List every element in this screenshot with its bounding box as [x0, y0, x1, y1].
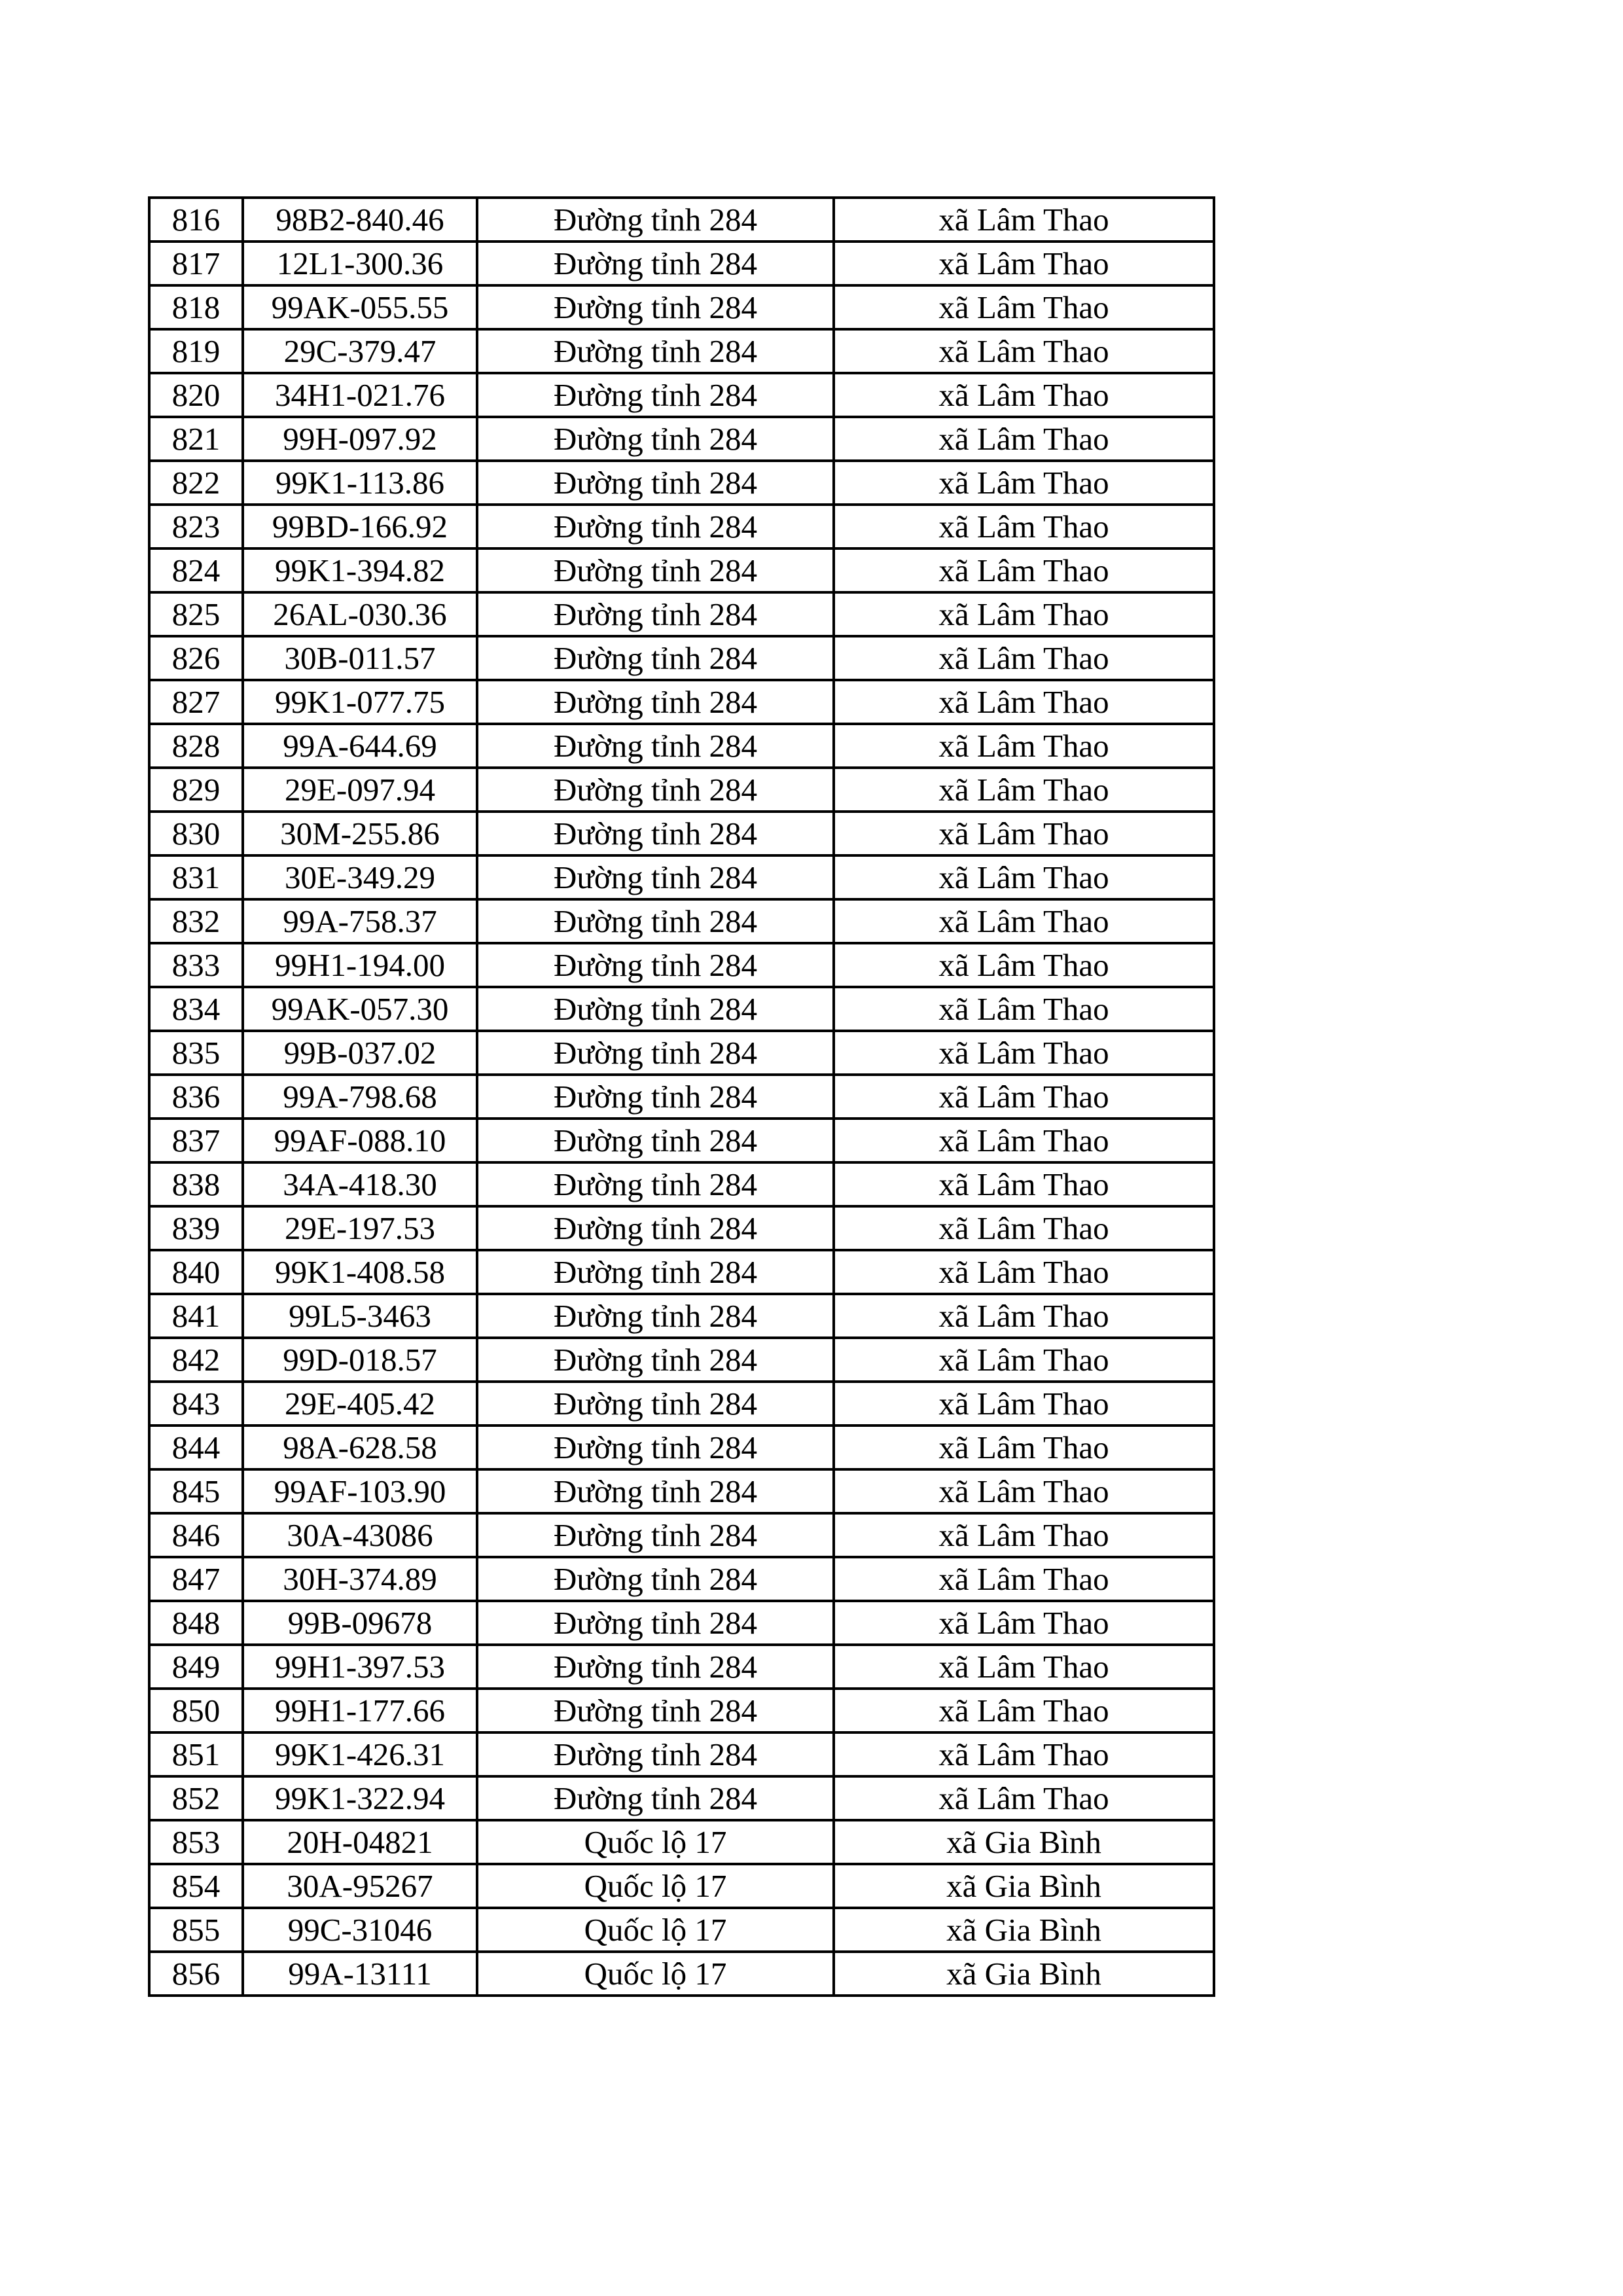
- license-plate-cell: 99H-097.92: [243, 417, 477, 461]
- row-number-cell: 842: [149, 1338, 243, 1382]
- license-plate-cell: 99H1-177.66: [243, 1689, 477, 1732]
- license-plate-cell: 12L1-300.36: [243, 242, 477, 285]
- license-plate-cell: 30M-255.86: [243, 812, 477, 855]
- table-row: [149, 242, 1214, 285]
- license-plate-cell: 99B-09678: [243, 1601, 477, 1645]
- license-plate-cell: 30A-43086: [243, 1513, 477, 1557]
- license-plate-cell: 99C-31046: [243, 1908, 477, 1952]
- row-number-cell: 851: [149, 1732, 243, 1776]
- table-row: [149, 1119, 1214, 1162]
- row-number-cell: 821: [149, 417, 243, 461]
- commune-cell: xã Lâm Thao: [834, 1119, 1214, 1162]
- commune-cell: xã Lâm Thao: [834, 1645, 1214, 1689]
- commune-cell: xã Lâm Thao: [834, 1513, 1214, 1557]
- table-row: [149, 1075, 1214, 1119]
- commune-cell: xã Lâm Thao: [834, 1601, 1214, 1645]
- road-cell: Đường tỉnh 284: [477, 768, 834, 812]
- license-plate-cell: 99B-037.02: [243, 1031, 477, 1075]
- row-number-cell: 850: [149, 1689, 243, 1732]
- road-cell: Đường tỉnh 284: [477, 417, 834, 461]
- road-cell: Đường tỉnh 284: [477, 242, 834, 285]
- table-row: [149, 1952, 1214, 1996]
- license-plate-cell: 99AF-088.10: [243, 1119, 477, 1162]
- table-row: [149, 943, 1214, 987]
- road-cell: Đường tỉnh 284: [477, 1426, 834, 1469]
- road-cell: Đường tỉnh 284: [477, 1206, 834, 1250]
- table-row: [149, 1557, 1214, 1601]
- license-plate-cell: 29E-097.94: [243, 768, 477, 812]
- road-cell: Đường tỉnh 284: [477, 1382, 834, 1426]
- road-cell: Quốc lộ 17: [477, 1864, 834, 1908]
- commune-cell: xã Gia Bình: [834, 1952, 1214, 1996]
- road-cell: Đường tỉnh 284: [477, 1119, 834, 1162]
- commune-cell: xã Lâm Thao: [834, 636, 1214, 680]
- table-row: [149, 285, 1214, 329]
- license-plate-cell: 99H1-397.53: [243, 1645, 477, 1689]
- commune-cell: xã Lâm Thao: [834, 724, 1214, 768]
- commune-cell: xã Lâm Thao: [834, 1776, 1214, 1820]
- license-plate-cell: 99A-644.69: [243, 724, 477, 768]
- road-cell: Đường tỉnh 284: [477, 1601, 834, 1645]
- row-number-cell: 843: [149, 1382, 243, 1426]
- road-cell: Đường tỉnh 284: [477, 1075, 834, 1119]
- table-row: [149, 899, 1214, 943]
- table-row: [149, 198, 1214, 242]
- commune-cell: xã Lâm Thao: [834, 1557, 1214, 1601]
- license-plate-cell: 30H-374.89: [243, 1557, 477, 1601]
- table-row: [149, 592, 1214, 636]
- license-plate-cell: 99A-758.37: [243, 899, 477, 943]
- road-cell: Đường tỉnh 284: [477, 1469, 834, 1513]
- table-row: [149, 1732, 1214, 1776]
- row-number-cell: 849: [149, 1645, 243, 1689]
- commune-cell: xã Lâm Thao: [834, 1031, 1214, 1075]
- road-cell: Đường tỉnh 284: [477, 1513, 834, 1557]
- table-row: [149, 1162, 1214, 1206]
- license-plate-cell: 99K1-394.82: [243, 548, 477, 592]
- road-cell: Đường tỉnh 284: [477, 1162, 834, 1206]
- license-plate-cell: 98A-628.58: [243, 1426, 477, 1469]
- commune-cell: xã Lâm Thao: [834, 198, 1214, 242]
- row-number-cell: 830: [149, 812, 243, 855]
- row-number-cell: 826: [149, 636, 243, 680]
- commune-cell: xã Lâm Thao: [834, 1689, 1214, 1732]
- row-number-cell: 817: [149, 242, 243, 285]
- license-plate-cell: 34H1-021.76: [243, 373, 477, 417]
- row-number-cell: 823: [149, 505, 243, 548]
- commune-cell: xã Lâm Thao: [834, 943, 1214, 987]
- table-row: [149, 1513, 1214, 1557]
- table-row: [149, 1206, 1214, 1250]
- table-row: [149, 1689, 1214, 1732]
- row-number-cell: 820: [149, 373, 243, 417]
- table-row: [149, 636, 1214, 680]
- table-body: [149, 198, 1214, 1996]
- road-cell: Đường tỉnh 284: [477, 592, 834, 636]
- table-row: [149, 505, 1214, 548]
- table-row: [149, 680, 1214, 724]
- table-row: [149, 1820, 1214, 1864]
- commune-cell: xã Lâm Thao: [834, 505, 1214, 548]
- row-number-cell: 829: [149, 768, 243, 812]
- row-number-cell: 841: [149, 1294, 243, 1338]
- license-plate-cell: 99L5-3463: [243, 1294, 477, 1338]
- row-number-cell: 852: [149, 1776, 243, 1820]
- license-plate-cell: 34A-418.30: [243, 1162, 477, 1206]
- license-plate-cell: 99K1-426.31: [243, 1732, 477, 1776]
- row-number-cell: 844: [149, 1426, 243, 1469]
- commune-cell: xã Lâm Thao: [834, 1469, 1214, 1513]
- commune-cell: xã Lâm Thao: [834, 899, 1214, 943]
- row-number-cell: 831: [149, 855, 243, 899]
- road-cell: Đường tỉnh 284: [477, 198, 834, 242]
- commune-cell: xã Lâm Thao: [834, 1732, 1214, 1776]
- license-plate-cell: 99A-798.68: [243, 1075, 477, 1119]
- license-plate-cell: 99K1-322.94: [243, 1776, 477, 1820]
- table-row: [149, 987, 1214, 1031]
- license-plate-cell: 20H-04821: [243, 1820, 477, 1864]
- violations-table: [148, 196, 1215, 1997]
- table-row: [149, 1864, 1214, 1908]
- table-row: [149, 417, 1214, 461]
- row-number-cell: 848: [149, 1601, 243, 1645]
- commune-cell: xã Lâm Thao: [834, 855, 1214, 899]
- road-cell: Đường tỉnh 284: [477, 1645, 834, 1689]
- license-plate-cell: 99BD-166.92: [243, 505, 477, 548]
- license-plate-cell: 98B2-840.46: [243, 198, 477, 242]
- road-cell: Đường tỉnh 284: [477, 812, 834, 855]
- row-number-cell: 822: [149, 461, 243, 505]
- license-plate-cell: 26AL-030.36: [243, 592, 477, 636]
- road-cell: Đường tỉnh 284: [477, 548, 834, 592]
- row-number-cell: 835: [149, 1031, 243, 1075]
- license-plate-cell: 99H1-194.00: [243, 943, 477, 987]
- road-cell: Đường tỉnh 284: [477, 461, 834, 505]
- road-cell: Đường tỉnh 284: [477, 505, 834, 548]
- row-number-cell: 819: [149, 329, 243, 373]
- table-row: [149, 724, 1214, 768]
- license-plate-cell: 99AF-103.90: [243, 1469, 477, 1513]
- table-row: [149, 548, 1214, 592]
- row-number-cell: 833: [149, 943, 243, 987]
- commune-cell: xã Lâm Thao: [834, 242, 1214, 285]
- license-plate-cell: 99AK-055.55: [243, 285, 477, 329]
- license-plate-cell: 99K1-113.86: [243, 461, 477, 505]
- row-number-cell: 840: [149, 1250, 243, 1294]
- row-number-cell: 855: [149, 1908, 243, 1952]
- commune-cell: xã Lâm Thao: [834, 548, 1214, 592]
- commune-cell: xã Gia Bình: [834, 1864, 1214, 1908]
- road-cell: Đường tỉnh 284: [477, 1031, 834, 1075]
- license-plate-cell: 99K1-408.58: [243, 1250, 477, 1294]
- commune-cell: xã Lâm Thao: [834, 1382, 1214, 1426]
- table-row: [149, 1031, 1214, 1075]
- road-cell: Đường tỉnh 284: [477, 899, 834, 943]
- table-row: [149, 812, 1214, 855]
- commune-cell: xã Lâm Thao: [834, 1075, 1214, 1119]
- road-cell: Đường tỉnh 284: [477, 1338, 834, 1382]
- road-cell: Đường tỉnh 284: [477, 943, 834, 987]
- commune-cell: xã Lâm Thao: [834, 373, 1214, 417]
- road-cell: Đường tỉnh 284: [477, 987, 834, 1031]
- row-number-cell: 836: [149, 1075, 243, 1119]
- road-cell: Quốc lộ 17: [477, 1952, 834, 1996]
- license-plate-cell: 99A-13111: [243, 1952, 477, 1996]
- row-number-cell: 825: [149, 592, 243, 636]
- commune-cell: xã Lâm Thao: [834, 417, 1214, 461]
- commune-cell: xã Lâm Thao: [834, 1338, 1214, 1382]
- row-number-cell: 854: [149, 1864, 243, 1908]
- commune-cell: xã Lâm Thao: [834, 1206, 1214, 1250]
- road-cell: Đường tỉnh 284: [477, 1294, 834, 1338]
- table-row: [149, 1601, 1214, 1645]
- row-number-cell: 832: [149, 899, 243, 943]
- row-number-cell: 834: [149, 987, 243, 1031]
- commune-cell: xã Lâm Thao: [834, 461, 1214, 505]
- row-number-cell: 846: [149, 1513, 243, 1557]
- commune-cell: xã Lâm Thao: [834, 592, 1214, 636]
- table-row: [149, 855, 1214, 899]
- license-plate-cell: 99AK-057.30: [243, 987, 477, 1031]
- row-number-cell: 839: [149, 1206, 243, 1250]
- row-number-cell: 837: [149, 1119, 243, 1162]
- row-number-cell: 838: [149, 1162, 243, 1206]
- license-plate-cell: 30A-95267: [243, 1864, 477, 1908]
- table-row: [149, 1776, 1214, 1820]
- road-cell: Quốc lộ 17: [477, 1908, 834, 1952]
- commune-cell: xã Gia Bình: [834, 1908, 1214, 1952]
- row-number-cell: 824: [149, 548, 243, 592]
- road-cell: Đường tỉnh 284: [477, 329, 834, 373]
- commune-cell: xã Lâm Thao: [834, 285, 1214, 329]
- license-plate-cell: 30B-011.57: [243, 636, 477, 680]
- license-plate-cell: 29C-379.47: [243, 329, 477, 373]
- commune-cell: xã Lâm Thao: [834, 768, 1214, 812]
- commune-cell: xã Lâm Thao: [834, 1162, 1214, 1206]
- commune-cell: xã Lâm Thao: [834, 1250, 1214, 1294]
- road-cell: Đường tỉnh 284: [477, 855, 834, 899]
- table-row: [149, 329, 1214, 373]
- license-plate-cell: 29E-405.42: [243, 1382, 477, 1426]
- commune-cell: xã Gia Bình: [834, 1820, 1214, 1864]
- road-cell: Đường tỉnh 284: [477, 1732, 834, 1776]
- row-number-cell: 847: [149, 1557, 243, 1601]
- road-cell: Quốc lộ 17: [477, 1820, 834, 1864]
- table-row: [149, 1338, 1214, 1382]
- road-cell: Đường tỉnh 284: [477, 1557, 834, 1601]
- road-cell: Đường tỉnh 284: [477, 724, 834, 768]
- table-row: [149, 1908, 1214, 1952]
- license-plate-cell: 99D-018.57: [243, 1338, 477, 1382]
- table-row: [149, 1294, 1214, 1338]
- row-number-cell: 853: [149, 1820, 243, 1864]
- row-number-cell: 818: [149, 285, 243, 329]
- license-plate-cell: 30E-349.29: [243, 855, 477, 899]
- row-number-cell: 816: [149, 198, 243, 242]
- road-cell: Đường tỉnh 284: [477, 373, 834, 417]
- table-row: [149, 1469, 1214, 1513]
- commune-cell: xã Lâm Thao: [834, 812, 1214, 855]
- table-row: [149, 461, 1214, 505]
- row-number-cell: 827: [149, 680, 243, 724]
- table-row: [149, 373, 1214, 417]
- commune-cell: xã Lâm Thao: [834, 987, 1214, 1031]
- table-row: [149, 1250, 1214, 1294]
- table-row: [149, 768, 1214, 812]
- table-row: [149, 1645, 1214, 1689]
- road-cell: Đường tỉnh 284: [477, 1250, 834, 1294]
- commune-cell: xã Lâm Thao: [834, 1426, 1214, 1469]
- table-row: [149, 1382, 1214, 1426]
- commune-cell: xã Lâm Thao: [834, 680, 1214, 724]
- table-row: [149, 1426, 1214, 1469]
- license-plate-cell: 29E-197.53: [243, 1206, 477, 1250]
- row-number-cell: 856: [149, 1952, 243, 1996]
- commune-cell: xã Lâm Thao: [834, 329, 1214, 373]
- row-number-cell: 845: [149, 1469, 243, 1513]
- road-cell: Đường tỉnh 284: [477, 636, 834, 680]
- row-number-cell: 828: [149, 724, 243, 768]
- road-cell: Đường tỉnh 284: [477, 680, 834, 724]
- license-plate-cell: 99K1-077.75: [243, 680, 477, 724]
- road-cell: Đường tỉnh 284: [477, 285, 834, 329]
- commune-cell: xã Lâm Thao: [834, 1294, 1214, 1338]
- road-cell: Đường tỉnh 284: [477, 1776, 834, 1820]
- road-cell: Đường tỉnh 284: [477, 1689, 834, 1732]
